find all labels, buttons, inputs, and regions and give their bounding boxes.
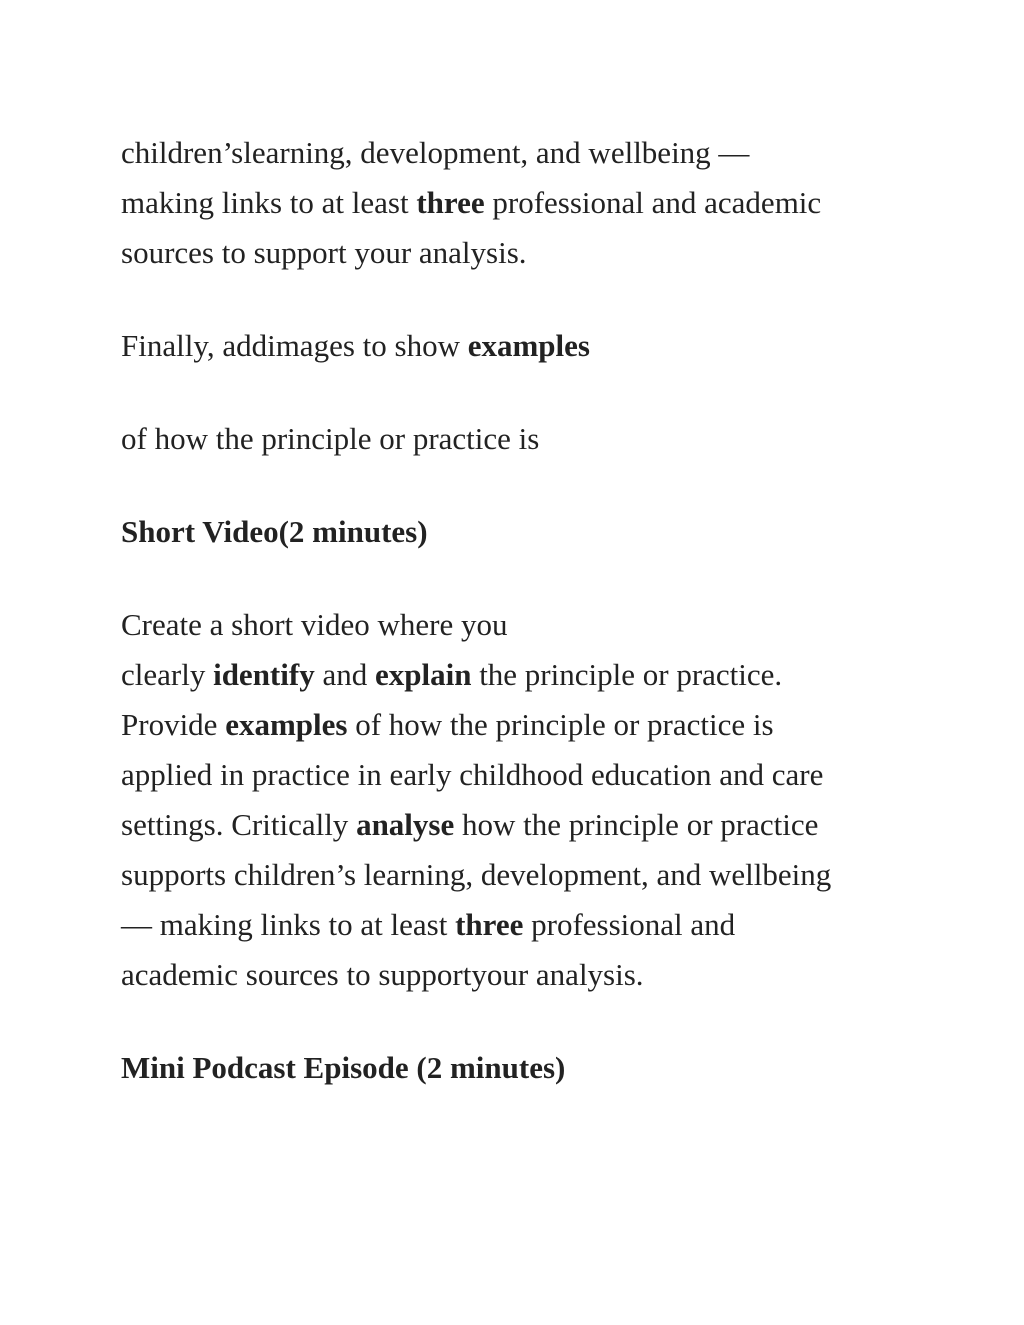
text-line — [121, 128, 921, 178]
text-line — [121, 700, 921, 750]
text-line — [121, 900, 921, 950]
paragraph-video-instructions — [121, 600, 921, 1000]
paragraph-principle-fragment — [121, 414, 921, 464]
text-segment: of how the principle or practice is — [121, 421, 540, 456]
text-line — [121, 950, 921, 1000]
text-line — [121, 321, 921, 371]
heading-short-video — [121, 507, 921, 557]
text-segment: Create a short video where you — [121, 607, 508, 642]
text-segment: making links to at least — [121, 185, 417, 220]
bold-emphasis: examples — [467, 328, 590, 363]
paragraph-add-images — [121, 321, 921, 371]
paragraph-sources-intro — [121, 128, 921, 278]
text-segment: the principle or practice. — [471, 657, 783, 692]
text-segment: Finally, addimages to show — [121, 328, 468, 363]
document-body — [121, 128, 921, 1136]
text-segment: children’slearning, development, and wellbeing — — [121, 135, 750, 170]
bold-emphasis: analyse — [356, 807, 455, 842]
heading-text: Mini Podcast Episode (2 minutes) — [121, 1050, 566, 1085]
bold-emphasis: three — [416, 185, 485, 220]
text-segment: — making links to at least — [121, 907, 456, 942]
text-segment: of how the principle or practice is — [347, 707, 774, 742]
text-segment: how the principle or practice — [454, 807, 819, 842]
text-segment: academic sources to supportyour analysis. — [121, 957, 644, 992]
text-line — [121, 228, 921, 278]
bold-emphasis: identify — [213, 657, 315, 692]
text-segment: and — [314, 657, 375, 692]
heading-text: Short Video(2 minutes) — [121, 514, 428, 549]
text-line — [121, 600, 921, 650]
heading-mini-podcast — [121, 1043, 921, 1093]
text-segment: supports children’s learning, development, and wellbeing — [121, 857, 832, 892]
text-segment: settings. Critically — [121, 807, 357, 842]
text-segment: clearly — [121, 657, 214, 692]
bold-emphasis: three — [455, 907, 524, 942]
text-line — [121, 650, 921, 700]
bold-emphasis: examples — [225, 707, 348, 742]
text-segment: professional and — [523, 907, 736, 942]
text-segment: Provide — [121, 707, 226, 742]
text-segment: applied in practice in early childhood education and care — [121, 757, 824, 792]
text-line — [121, 750, 921, 800]
text-line — [121, 414, 921, 464]
bold-emphasis: explain — [374, 657, 472, 692]
text-line — [121, 178, 921, 228]
text-segment: professional and academic — [484, 185, 822, 220]
text-segment: sources to support your analysis. — [121, 235, 527, 270]
text-line — [121, 850, 921, 900]
text-line — [121, 800, 921, 850]
